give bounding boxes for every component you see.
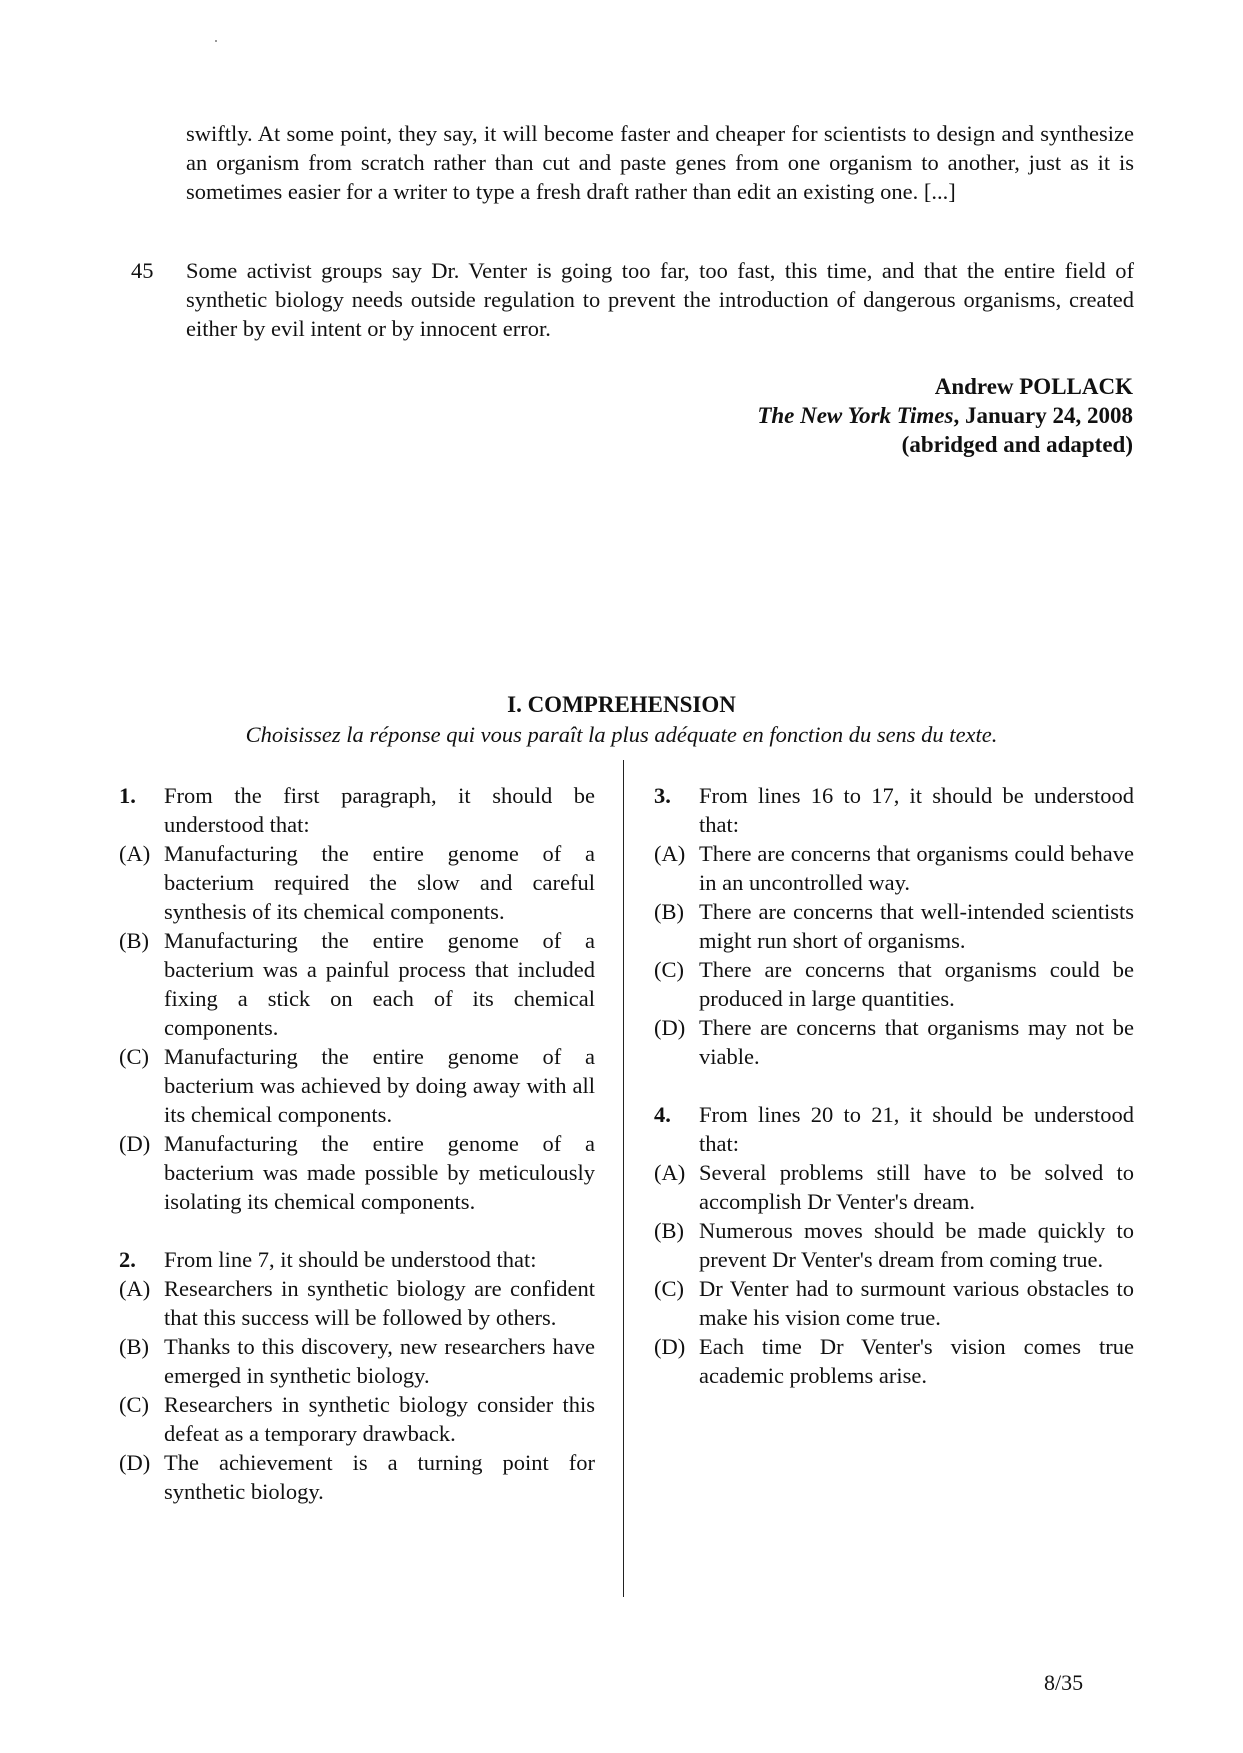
attribution bbox=[757, 372, 1133, 459]
option-label: (B) bbox=[119, 928, 149, 953]
option-text: Manufacturing the entire genome of a bacterium was a painful process that included fixing a stick on each of its chemical components. bbox=[164, 928, 595, 1040]
option-label: (D) bbox=[119, 1450, 151, 1475]
option-label: (D) bbox=[654, 1015, 686, 1040]
question-number: 3. bbox=[654, 783, 671, 808]
option-text: Manufacturing the entire genome of a bacterium required the slow and careful synthesis of its chemical components. bbox=[164, 841, 595, 924]
option-label: (D) bbox=[654, 1334, 686, 1359]
option-label: (A) bbox=[119, 841, 151, 866]
option-label: (C) bbox=[654, 957, 684, 982]
column-divider bbox=[623, 760, 624, 1597]
attribution-author: Andrew POLLACK bbox=[934, 374, 1133, 399]
option-c[interactable] bbox=[119, 1042, 595, 1129]
option-c[interactable] bbox=[654, 1274, 1134, 1332]
option-label: (C) bbox=[654, 1276, 684, 1301]
option-d[interactable] bbox=[119, 1129, 595, 1216]
question-stem bbox=[119, 781, 595, 839]
option-label: (C) bbox=[119, 1392, 149, 1417]
option-label: (B) bbox=[119, 1334, 149, 1359]
option-text: There are concerns that organisms could be produced in large quantities. bbox=[699, 957, 1134, 1011]
option-a[interactable] bbox=[119, 1274, 595, 1332]
option-label: (A) bbox=[654, 841, 686, 866]
option-b[interactable] bbox=[119, 1332, 595, 1390]
option-a[interactable] bbox=[119, 839, 595, 926]
option-text: The achievement is a turning point for synthetic biology. bbox=[164, 1450, 595, 1504]
option-b[interactable] bbox=[654, 897, 1134, 955]
option-text: There are concerns that well-intended scientists might run short of organisms. bbox=[699, 899, 1134, 953]
option-label: (A) bbox=[119, 1276, 151, 1301]
option-a[interactable] bbox=[654, 1158, 1134, 1216]
question-number: 4. bbox=[654, 1102, 671, 1127]
attribution-publication: The New York Times bbox=[757, 403, 954, 428]
option-d[interactable] bbox=[654, 1332, 1134, 1390]
option-text: Manufacturing the entire genome of a bacterium was made possible by meticulously isolating its chemical components. bbox=[164, 1131, 595, 1214]
question-4 bbox=[654, 1100, 1134, 1390]
option-b[interactable] bbox=[119, 926, 595, 1042]
attribution-date: , January 24, 2008 bbox=[953, 403, 1133, 428]
scan-speck bbox=[215, 40, 217, 42]
option-label: (A) bbox=[654, 1160, 686, 1185]
question-3 bbox=[654, 781, 1134, 1071]
question-text: From line 7, it should be understood that: bbox=[164, 1247, 537, 1272]
question-text: From the first paragraph, it should be understood that: bbox=[164, 783, 595, 837]
option-text: Each time Dr Venter's vision comes true academic problems arise. bbox=[699, 1334, 1134, 1388]
page-number: 8/35 bbox=[1044, 1670, 1084, 1695]
option-label: (B) bbox=[654, 1218, 684, 1243]
option-text: Researchers in synthetic biology consider this defeat as a temporary drawback. bbox=[164, 1392, 595, 1446]
option-c[interactable] bbox=[119, 1390, 595, 1448]
question-text: From lines 16 to 17, it should be understood that: bbox=[699, 783, 1134, 837]
passage-paragraph-2: Some activist groups say Dr. Venter is going too far, too fast, this time, and that the entire field of synthetic biology needs outside regulation to prevent the introduction of dangerous organisms, created either by evil intent or by innocent error. bbox=[186, 258, 1134, 341]
question-2 bbox=[119, 1245, 595, 1506]
option-text: Researchers in synthetic biology are confident that this success will be followed by others. bbox=[164, 1276, 595, 1330]
option-label: (C) bbox=[119, 1044, 149, 1069]
option-text: Dr Venter had to surmount various obstacles to make his vision come true. bbox=[699, 1276, 1134, 1330]
attribution-note: (abridged and adapted) bbox=[901, 432, 1133, 457]
option-text: Manufacturing the entire genome of a bacterium was achieved by doing away with all its chemical components. bbox=[164, 1044, 595, 1127]
option-text: Thanks to this discovery, new researchers have emerged in synthetic biology. bbox=[164, 1334, 595, 1388]
passage-paragraph-1: swiftly. At some point, they say, it will become faster and cheaper for scientists to design and synthesize an organism from scratch rather than cut and paste genes from one organism to another, just as it is sometimes easier for a writer to type a fresh draft rather than edit an existing one. [...] bbox=[186, 121, 1134, 204]
question-stem bbox=[654, 781, 1134, 839]
line-number: 45 bbox=[131, 258, 154, 283]
option-d[interactable] bbox=[119, 1448, 595, 1506]
option-b[interactable] bbox=[654, 1216, 1134, 1274]
question-number: 2. bbox=[119, 1247, 136, 1272]
option-a[interactable] bbox=[654, 839, 1134, 897]
option-d[interactable] bbox=[654, 1013, 1134, 1071]
option-text: There are concerns that organisms may not be viable. bbox=[699, 1015, 1134, 1069]
option-text: Several problems still have to be solved to accomplish Dr Venter's dream. bbox=[699, 1160, 1134, 1214]
question-stem bbox=[119, 1245, 595, 1274]
questions-left-column bbox=[119, 781, 595, 1535]
option-label: (D) bbox=[119, 1131, 151, 1156]
question-stem bbox=[654, 1100, 1134, 1158]
option-text: Numerous moves should be made quickly to prevent Dr Venter's dream from coming true. bbox=[699, 1218, 1134, 1272]
option-text: There are concerns that organisms could behave in an uncontrolled way. bbox=[699, 841, 1134, 895]
question-number: 1. bbox=[119, 783, 136, 808]
questions-right-column bbox=[654, 781, 1134, 1419]
section-title: I. COMPREHENSION bbox=[507, 692, 736, 717]
question-text: From lines 20 to 21, it should be understood that: bbox=[699, 1102, 1134, 1156]
section-instruction: Choisissez la réponse qui vous paraît la plus adéquate en fonction du sens du texte. bbox=[245, 722, 998, 747]
option-label: (B) bbox=[654, 899, 684, 924]
option-c[interactable] bbox=[654, 955, 1134, 1013]
question-1 bbox=[119, 781, 595, 1216]
attribution-source bbox=[757, 401, 1133, 430]
